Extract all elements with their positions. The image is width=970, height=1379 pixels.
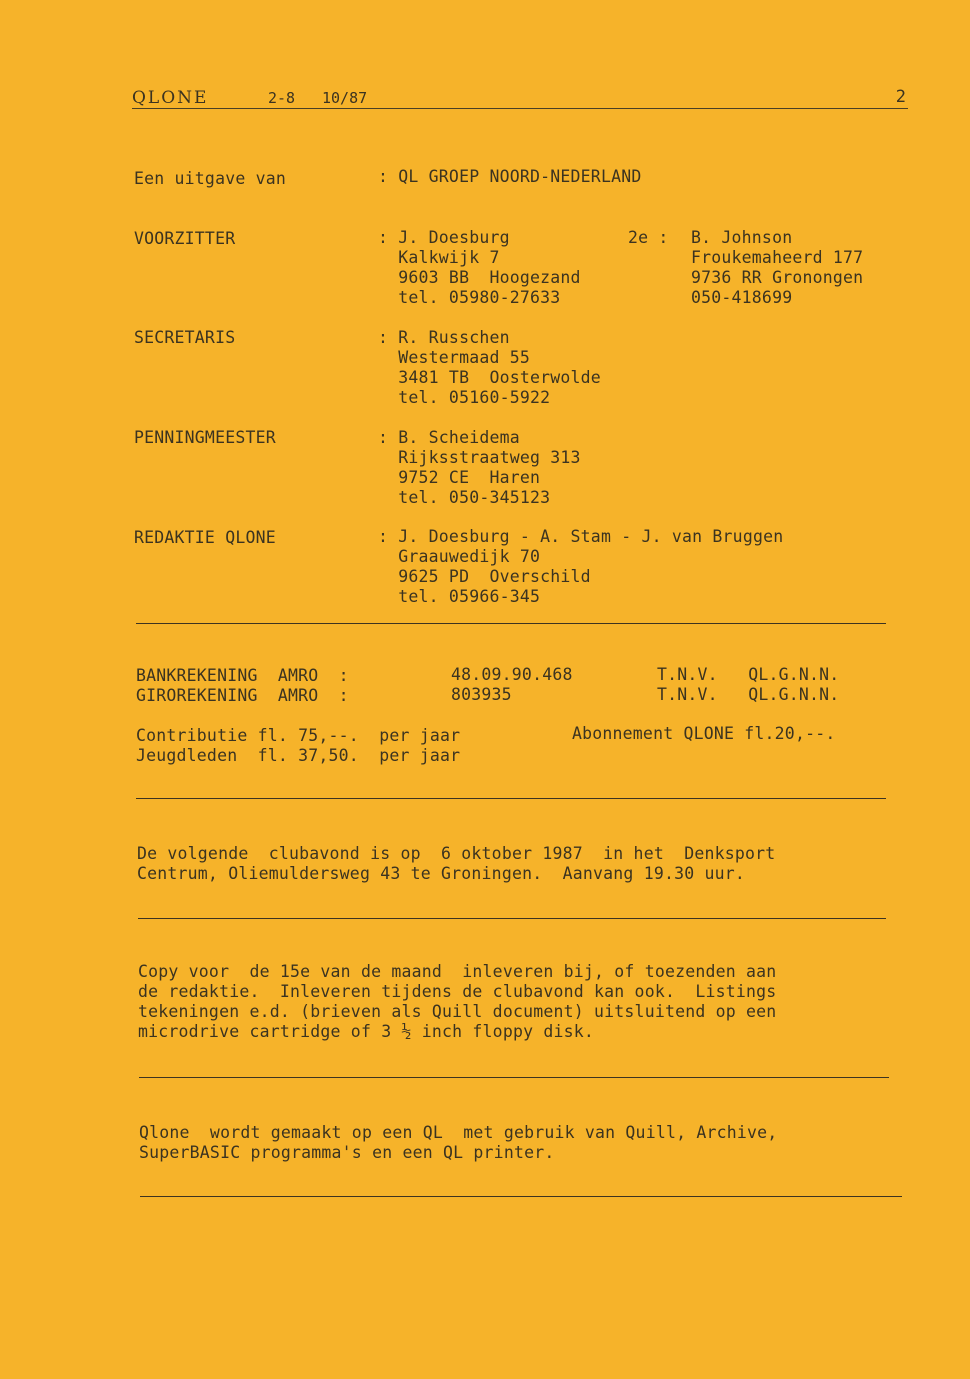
voorzitter-label: VOORZITTER bbox=[134, 229, 236, 248]
divider bbox=[139, 1077, 889, 1078]
address-line: : B. Scheidema bbox=[378, 428, 520, 447]
redaktie-label: REDAKTIE QLONE bbox=[134, 528, 276, 547]
publisher-label: Een uitgave van bbox=[134, 169, 287, 188]
page-number: 2 bbox=[895, 87, 906, 107]
address-line: tel. 05966-345 bbox=[378, 587, 541, 606]
address-line: 9603 BB Hoogezand bbox=[378, 268, 581, 287]
issue-date: 10/87 bbox=[322, 89, 368, 107]
address-line: : J. Doesburg bbox=[378, 228, 510, 247]
second-chair-address bbox=[691, 228, 863, 308]
contributie-text: Contributie fl. 75,--. per jaar bbox=[136, 726, 461, 745]
issue-number: 2-8 bbox=[268, 89, 296, 107]
address-line: tel. 05980-27633 bbox=[378, 288, 561, 307]
address-line: : R. Russchen bbox=[378, 328, 510, 347]
address-line: Rijksstraatweg 313 bbox=[378, 448, 581, 467]
second-chair-marker: 2e : bbox=[628, 228, 669, 247]
secretaris-address bbox=[378, 328, 601, 408]
secretaris-label: SECRETARIS bbox=[134, 328, 236, 347]
address-line: 9752 CE Haren bbox=[378, 468, 541, 487]
clubavond-paragraph bbox=[137, 844, 775, 884]
address-line: 050-418699 bbox=[691, 288, 793, 307]
qlone-info-paragraph bbox=[139, 1123, 777, 1163]
voorzitter-address bbox=[378, 228, 581, 308]
publisher-value: : QL GROEP NOORD-NEDERLAND bbox=[378, 167, 642, 186]
jeugdleden-text: Jeugdleden fl. 37,50. per jaar bbox=[136, 746, 461, 765]
address-line: Graauwedijk 70 bbox=[378, 547, 541, 566]
address-line: Froukemaheerd 177 bbox=[691, 248, 864, 267]
divider bbox=[136, 623, 886, 624]
penningmeester-label: PENNINGMEESTER bbox=[134, 428, 276, 447]
redaktie-address bbox=[378, 527, 783, 607]
address-line: 9736 RR Gronongen bbox=[691, 268, 864, 287]
publication-title: QLONE bbox=[132, 88, 209, 108]
address-line: 9625 PD Overschild bbox=[378, 567, 591, 586]
paragraph-line: de redaktie. Inleveren tijdens de clubavond kan ook. Listings bbox=[138, 982, 777, 1001]
address-line: : J. Doesburg - A. Stam - J. van Bruggen bbox=[378, 527, 784, 546]
copy-paragraph bbox=[138, 962, 776, 1042]
address-line: Kalkwijk 7 bbox=[378, 248, 500, 267]
paragraph-line: Copy voor de 15e van de maand inleveren bij, of toezenden aan bbox=[138, 962, 777, 981]
paragraph-line: SuperBASIC programma's en een QL printer. bbox=[139, 1143, 555, 1162]
bank-tnv: T.N.V. QL.G.N.N. bbox=[657, 665, 840, 684]
giro-label: GIROREKENING AMRO : bbox=[136, 686, 349, 705]
address-line: tel. 050-345123 bbox=[378, 488, 551, 507]
page-header bbox=[132, 86, 908, 109]
divider bbox=[140, 1196, 902, 1197]
address-line: 3481 TB Oosterwolde bbox=[378, 368, 601, 387]
giro-tnv: T.N.V. QL.G.N.N. bbox=[657, 685, 840, 704]
divider bbox=[136, 798, 886, 799]
giro-number: 803935 bbox=[451, 685, 512, 704]
paragraph-line: microdrive cartridge of 3 ½ inch floppy disk. bbox=[138, 1022, 595, 1041]
address-line: Westermaad 55 bbox=[378, 348, 531, 367]
paragraph-line: tekeningen e.d. (brieven als Quill document) uitsluitend op een bbox=[138, 1002, 777, 1021]
paragraph-line: Qlone wordt gemaakt op een QL met gebruik van Quill, Archive, bbox=[139, 1123, 778, 1142]
penningmeester-address bbox=[378, 428, 581, 508]
address-line: B. Johnson bbox=[691, 228, 793, 247]
address-line: tel. 05160-5922 bbox=[378, 388, 551, 407]
divider bbox=[138, 918, 886, 919]
bank-number: 48.09.90.468 bbox=[451, 665, 573, 684]
paragraph-line: Centrum, Oliemuldersweg 43 te Groningen. Aanvang 19.30 uur. bbox=[137, 864, 746, 883]
bank-label: BANKREKENING AMRO : bbox=[136, 666, 349, 685]
abonnement-text: Abonnement QLONE fl.20,--. bbox=[572, 724, 836, 743]
paragraph-line: De volgende clubavond is op 6 oktober 1987 in het Denksport bbox=[137, 844, 776, 863]
